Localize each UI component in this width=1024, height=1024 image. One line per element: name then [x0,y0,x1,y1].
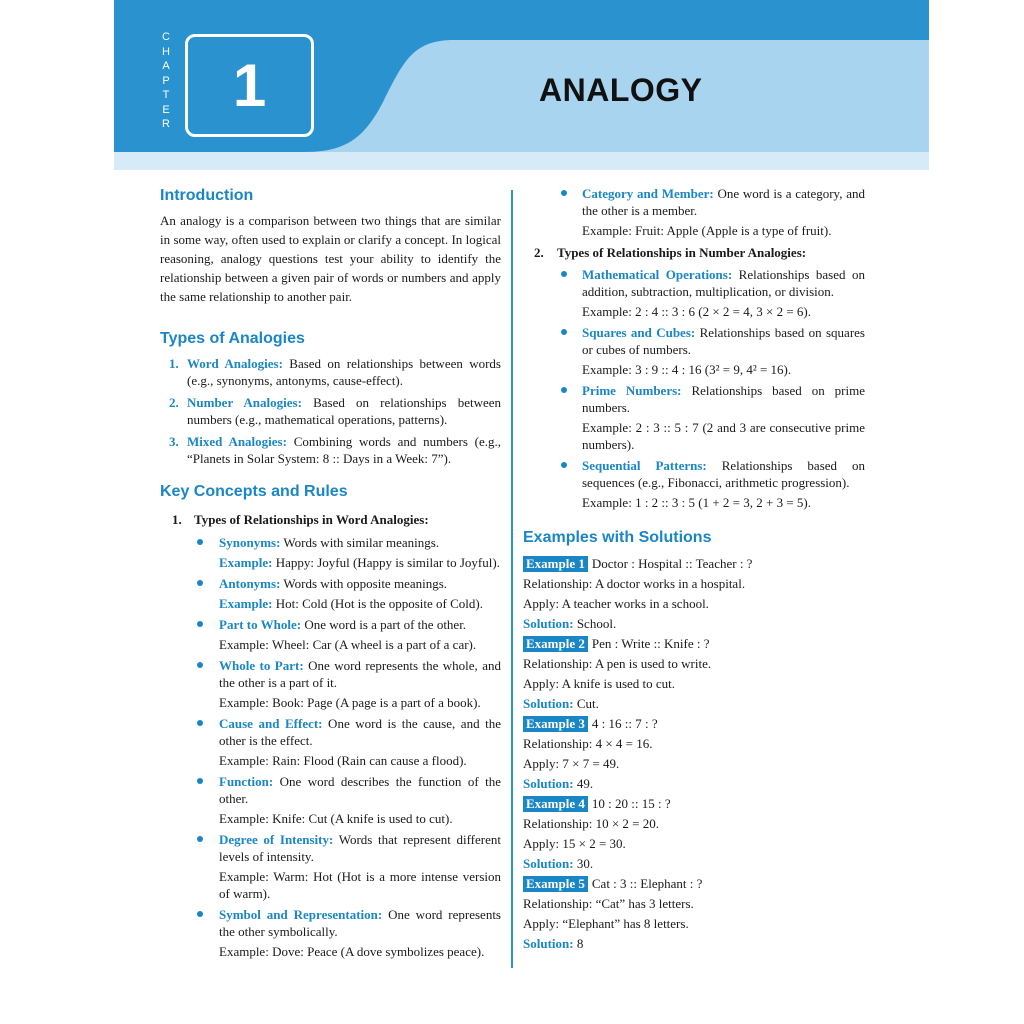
number-relationships-list [523,266,865,511]
bullet-icon [197,662,203,668]
item-label: Category and Member: [582,186,714,201]
example-block [523,874,865,954]
item-number: 1. [172,512,182,527]
bullet-icon [561,462,567,468]
example-tag: Example 5 [523,876,588,892]
list-item [160,616,501,653]
item-label: Prime Numbers: [582,383,682,398]
example-relationship: Relationship: A pen is used to write. [523,656,712,671]
item-text: Combining words and numbers (e.g., “Planets in Solar System: 8 :: Days in a Week: 7”). [187,434,502,466]
bullet-icon [561,387,567,393]
item-text: Relationships based on sequences (e.g., Fibonacci, arithmetic progression). [582,458,865,490]
bullet-icon [197,580,203,586]
intro-paragraph: An analogy is a comparison between two things that are similar in some way, often used to explain or clarify a concept. In logical reasoning, analogy questions test your ability to identify the relationship between a given pair of words or numbers and apply the same relationship to another pair. [160,213,501,304]
example-apply: Apply: 15 × 2 = 30. [523,836,626,851]
list-item [160,773,501,827]
list-item [523,266,865,320]
example-relationship: Relationship: “Cat” has 3 letters. [523,896,694,911]
chapter-number: 1 [232,51,267,119]
item-label: Degree of Intensity: [219,832,334,847]
chapter-letter: C [162,31,170,43]
question-text: Doctor : Hospital :: Teacher : ? [591,556,753,571]
chapter-title: ANALOGY [539,72,703,108]
example-question [523,554,865,574]
list-item [160,831,501,902]
item-label: Mixed Analogies: [187,434,287,449]
word-relationships-heading [160,510,501,530]
chapter-letter: H [162,45,170,58]
column-divider [511,190,513,968]
item-text: Based on relationships between numbers (e.g., mathematical operations, patterns). [187,395,502,427]
item-text: Words with opposite meanings. [280,576,448,591]
bullet-icon [197,720,203,726]
solution-text: Cut. [573,696,599,711]
example-question [523,874,865,894]
item-text: One word is a category, and the other is a member. [582,186,865,218]
item-text: Relationships based on addition, subtraction, multiplication, or division. [582,267,865,299]
item-label: Synonyms: [219,535,281,550]
example-apply: Apply: 7 × 7 = 49. [523,756,620,771]
chapter-letter: R [162,118,170,130]
solution-label: Solution: [523,856,574,871]
question-text: Pen : Write :: Knife : ? [591,636,710,651]
item-example: Example: 2 : 4 :: 3 : 6 (2 × 2 = 4, 3 × 2 = 6). [582,304,811,319]
types-heading: Types of Analogies [160,330,305,347]
list-item [160,715,501,769]
example-relationship: Relationship: 4 × 4 = 16. [523,736,653,751]
bullet-icon [561,271,567,277]
item-label: Whole to Part: [219,658,304,673]
concepts-heading: Key Concepts and Rules [160,483,348,500]
solution-label: Solution: [523,696,574,711]
solution-text: 49. [573,776,594,791]
solution-label: Solution: [523,616,574,631]
list-item [160,657,501,711]
example-relationship: Relationship: A doctor works in a hospital. [523,576,746,591]
question-text: 10 : 20 :: 15 : ? [591,796,671,811]
example-apply: Apply: “Elephant” has 8 letters. [523,916,689,931]
list-item [160,534,501,571]
list-item [160,906,501,960]
right-column [523,185,865,954]
left-column [160,185,501,964]
list-item [523,382,865,453]
example-block [523,554,865,634]
subheading-text: Types of Relationships in Word Analogies: [194,512,429,527]
bullet-icon [197,539,203,545]
item-text: One word describes the function of the other. [219,774,501,806]
item-example: Example: Wheel: Car (A wheel is a part of a car). [219,637,477,652]
item-text: One word is a part of the other. [301,617,467,632]
example-tag: Example 3 [523,716,588,732]
item-text: One word is the cause, and the other is the effect. [219,716,501,748]
example-question [523,634,865,654]
bullet-icon [561,190,567,196]
item-label: Function: [219,774,274,789]
intro-heading: Introduction [160,187,254,204]
item-example: Example: Dove: Peace (A dove symbolizes peace). [219,944,485,959]
question-text: 4 : 16 :: 7 : ? [591,716,658,731]
item-number: 2. [534,245,544,260]
solution-text: 30. [573,856,594,871]
solution-label: Solution: [523,776,574,791]
item-number: 2. [169,395,179,410]
item-label: Squares and Cubes: [582,325,696,340]
bullet-icon [197,836,203,842]
example-solution [523,774,865,794]
item-example: Example: 1 : 2 :: 3 : 5 (1 + 2 = 3, 2 + 3 = 5). [582,495,811,510]
bullet-icon [561,329,567,335]
example-relationship: Relationship: 10 × 2 = 20. [523,816,659,831]
item-example: Example: Fruit: Apple (Apple is a type of fruit). [582,223,832,238]
item-label: Symbol and Representation: [219,907,383,922]
chapter-letter: E [162,103,170,116]
chapter-vertical-label [158,30,174,132]
item-example [219,595,501,612]
chapter-letter: P [162,74,170,87]
item-example: Example: 3 : 9 :: 4 : 16 (3² = 9, 4² = 16). [582,362,792,377]
item-example: Example: Warm: Hot (Hot is a more intense version of warm). [219,869,501,901]
example-label: Example: [219,555,273,570]
number-relationships-heading [523,243,865,263]
item-label: Cause and Effect: [219,716,323,731]
example-question [523,714,865,734]
item-number: 1. [169,356,179,371]
bullet-icon [197,911,203,917]
list-item [523,324,865,378]
solution-text: School. [573,616,617,631]
example-apply: Apply: A knife is used to cut. [523,676,676,691]
item-text: One word represents the whole, and the other is a part of it. [219,658,501,690]
examples-list [523,554,865,954]
example-solution [523,694,865,714]
item-example: Example: 2 : 3 :: 5 : 7 (2 and 3 are consecutive prime numbers). [582,420,865,452]
item-text: One word represents the other symbolically. [219,907,501,939]
item-example [219,554,501,571]
item-text: Words that represent different levels of intensity. [219,832,501,864]
list-item [160,355,501,389]
example-label: Example: [219,596,273,611]
example-tag: Example 2 [523,636,588,652]
question-text: Cat : 3 :: Elephant : ? [591,876,703,891]
list-item [523,457,865,511]
subheading-text: Types of Relationships in Number Analogies: [557,245,807,260]
example-block [523,714,865,794]
item-label: Antonyms: [219,576,281,591]
list-item [160,394,501,428]
example-solution [523,854,865,874]
item-example: Example: Rain: Flood (Rain can cause a flood). [219,753,467,768]
example-apply: Apply: A teacher works in a school. [523,596,709,611]
solution-label: Solution: [523,936,574,951]
example-text: Happy: Joyful (Happy is similar to Joyful). [272,555,500,570]
item-label: Word Analogies: [187,356,283,371]
example-tag: Example 1 [523,556,588,572]
types-list [160,355,501,467]
example-block [523,634,865,714]
item-text: Based on relationships between words (e.g., synonyms, antonyms, cause-effect). [187,356,501,388]
bullet-icon [197,778,203,784]
item-label: Part to Whole: [219,617,302,632]
item-text: Relationships based on prime numbers. [582,383,865,415]
example-solution [523,614,865,634]
chapter-banner [114,0,929,170]
chapter-number-box [185,34,314,137]
list-item [160,433,501,467]
example-block [523,794,865,874]
item-example: Example: Knife: Cut (A knife is used to cut). [219,811,453,826]
item-number: 3. [169,434,179,449]
chapter-letter: T [162,89,170,101]
item-label: Number Analogies: [187,395,302,410]
book-page [114,0,929,1024]
example-question [523,794,865,814]
examples-heading: Examples with Solutions [523,529,712,546]
item-label: Mathematical Operations: [582,267,733,282]
bullet-icon [197,621,203,627]
item-label: Sequential Patterns: [582,458,707,473]
item-text: Words with similar meanings. [280,535,440,550]
example-tag: Example 4 [523,796,588,812]
item-text: Relationships based on squares or cubes of numbers. [582,325,865,357]
chapter-letter: A [162,60,170,72]
solution-text: 8 [573,936,584,951]
list-item [160,575,501,612]
word-relationships-list [160,534,501,960]
example-text: Hot: Cold (Hot is the opposite of Cold). [272,596,483,611]
list-item [523,185,865,239]
item-example: Example: Book: Page (A page is a part of a book). [219,695,481,710]
example-solution [523,934,865,954]
